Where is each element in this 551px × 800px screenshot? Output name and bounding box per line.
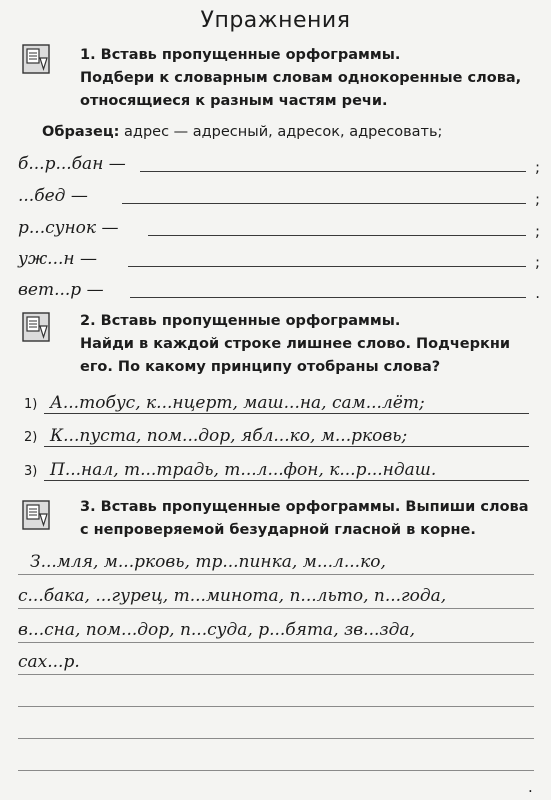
task2-word-row[interactable] [24,390,529,416]
row-ending: ; [534,190,540,208]
sample-text: адрес — адресный, адресок, адресовать; [124,124,443,140]
row-ending: ; [534,253,540,271]
row-number: 2) [24,430,38,445]
dictionary-word: уж...н — [18,249,97,269]
task2-line2: Найди в каждой строке лишнее слово. Подчеркни [80,336,511,352]
writing-line[interactable] [18,642,534,643]
word-list: К...пуста, пом...дор, ябл...ко, м...рковь; [50,426,408,446]
task1-answer-row[interactable] [18,216,540,240]
row-ending: ; [534,158,540,176]
row-number: 3) [24,464,38,479]
task3-words-line: в...сна, пом...дор, п...суда, р...бята, зв...зда, [18,620,415,640]
writing-line[interactable] [18,770,534,771]
pencil-notebook-icon [22,312,50,342]
dictionary-word: ...бед — [18,186,88,206]
task2-instructions [80,310,520,379]
writing-line[interactable] [18,706,534,707]
task2-line1: 2. Вставь пропущенные орфограммы. [80,313,401,329]
writing-line[interactable] [18,574,534,575]
word-list: А...тобус, к...нцерт, маш...на, сам...лёт; [50,393,425,413]
writing-line[interactable] [18,674,534,675]
row-number: 1) [24,397,38,412]
task2-word-row[interactable] [24,457,529,483]
sample-label: Образец: [42,124,120,140]
dictionary-word: р...сунок — [18,218,119,238]
task1-line3: относящиеся к разным частям речи. [80,93,388,109]
task3-words-line: З...мля, м...рковь, тр...пинка, м...л...ко, [30,552,386,572]
task1-answer-row[interactable] [18,247,540,271]
dictionary-word: вет...р — [18,280,104,300]
task3-words-line: сах...р. [18,652,80,672]
task1-line2: Подбери к словарным словам однокоренные слова, [80,70,522,86]
row-ending: . [535,284,540,302]
task1-instructions [80,44,520,113]
task1-answer-row[interactable] [18,278,540,302]
task3-line1: 3. Вставь пропущенные орфограммы. Выпиши слова [80,499,529,515]
task3-words-line: с...бака, ...гурец, т...минота, п...льто, п...года, [18,586,447,606]
writing-line[interactable] [18,608,534,609]
task1-line1: 1. Вставь пропущенные орфограммы. [80,47,401,63]
pencil-notebook-icon [22,500,50,530]
dictionary-word: б...р...бан — [18,154,126,174]
task1-answer-row[interactable] [18,184,540,208]
task3-instructions [80,496,529,542]
task3-line2: с непроверяемой безударной гласной в корне. [80,522,476,538]
page-title: Упражнения [200,8,351,33]
word-list: П...нал, т...традь, т...л...фон, к...р...ндаш. [50,460,437,480]
task2-word-row[interactable] [24,423,529,449]
task1-sample [42,124,442,140]
final-period: . [528,778,533,796]
pencil-notebook-icon [22,44,50,74]
task1-answer-row[interactable] [18,152,540,176]
task2-line3: его. По какому принципу отобраны слова? [80,359,441,375]
row-ending: ; [534,222,540,240]
writing-line[interactable] [18,738,534,739]
